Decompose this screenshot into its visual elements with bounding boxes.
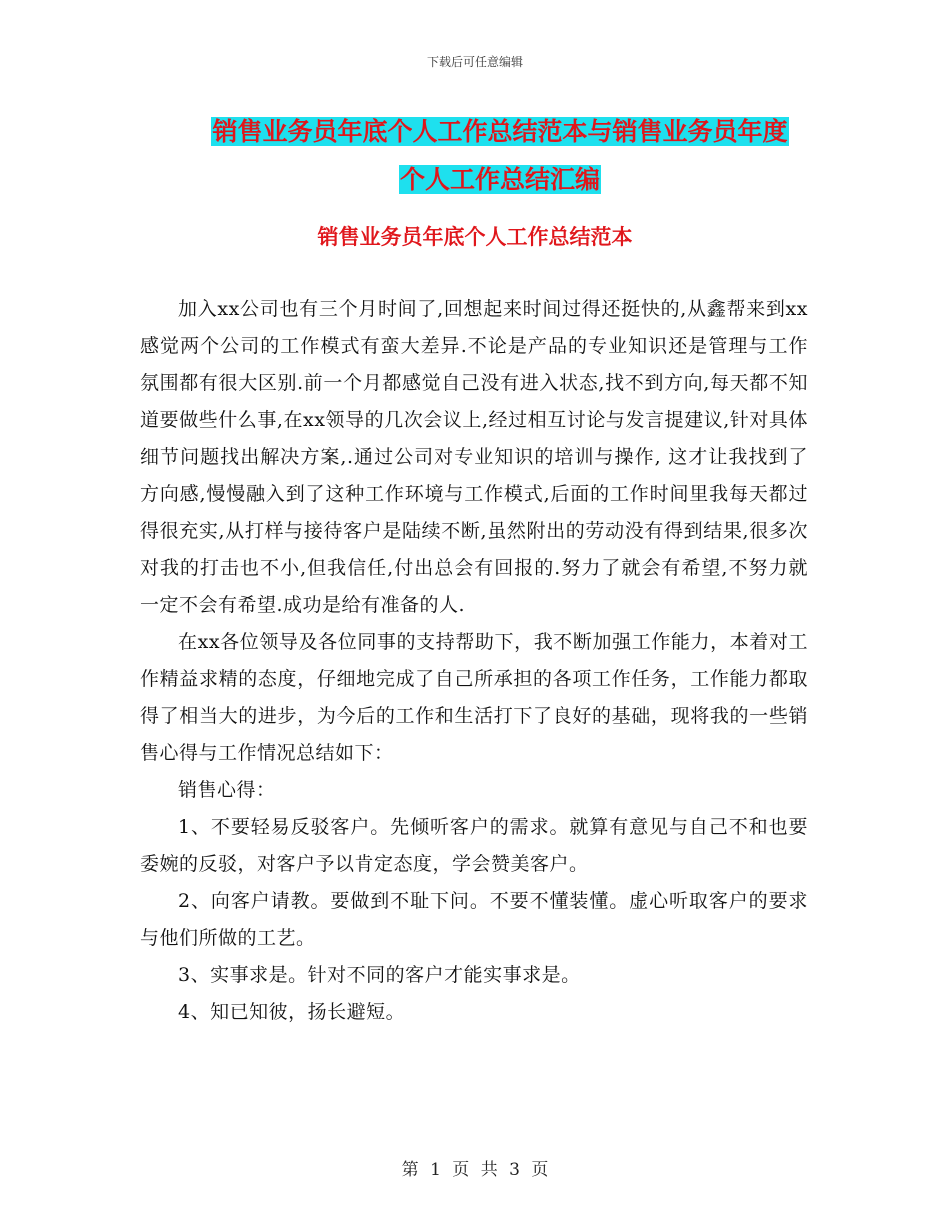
paragraph: 在xx各位领导及各位同事的支持帮助下，我不断加强工作能力，本着对工作精益求精的态度，仔细地完成了自己所承担的各项工作任务，工作能力都取得了相当大的进步，为今后的工作和生活打下了良好的基础，现将我的一些销售心得与工作情况总结如下： bbox=[140, 631, 808, 764]
title-line-2: 个人工作总结汇编 bbox=[399, 165, 600, 194]
section-title: 销售业务员年底个人工作总结范本 bbox=[317, 225, 633, 249]
page-footer: 第 1 页 共 3 页 bbox=[401, 1160, 549, 1180]
list-item: 1、不要轻易反驳客户。先倾听客户的需求。就算有意见与自己不和也要委婉的反驳，对客户予以肯定态度，学会赞美客户。 bbox=[140, 816, 808, 875]
list-item: 4、知已知彼，扬长避短。 bbox=[178, 1001, 406, 1023]
body-text bbox=[140, 291, 808, 1031]
header-note: 下载后可任意编辑 bbox=[426, 55, 523, 69]
title-line-1: 销售业务员年底个人工作总结范本与销售业务员年度 bbox=[212, 117, 788, 146]
paragraph-heading: 销售心得： bbox=[178, 779, 276, 801]
list-item: 2、向客户请教。要做到不耻下问。不要不懂装懂。虚心听取客户的要求与他们所做的工艺。 bbox=[140, 890, 808, 949]
list-item: 3、实事求是。针对不同的客户才能实事求是。 bbox=[178, 964, 581, 986]
paragraph: 加入xx公司也有三个月时间了,回想起来时间过得还挺快的,从鑫帮来到xx感觉两个公司的工作模式有蛮大差异.不论是产品的专业知识还是管理与工作氛围都有很大区别.前一个月都感觉自己没有进入状态,找不到方向,每天都不知道要做些什么事,在xx领导的几次会议上,经过相互讨论与发言提建议,针对具体细节问题找出解决方案,.通过公司对专业知识的培训与操作, 这才让我找到了方向感,慢慢融入到了这种工作环境与工作模式,后面的工作时间里我每天都过得很充实,从打样与接待客户是陆续不断,虽然附出的劳动没有得到结果,很多次对我的打击也不小,但我信任,付出总会有回报的.努力了就会有希望,不努力就一定不会有希望.成功是给有准备的人. bbox=[140, 298, 808, 616]
document-title bbox=[140, 108, 860, 204]
